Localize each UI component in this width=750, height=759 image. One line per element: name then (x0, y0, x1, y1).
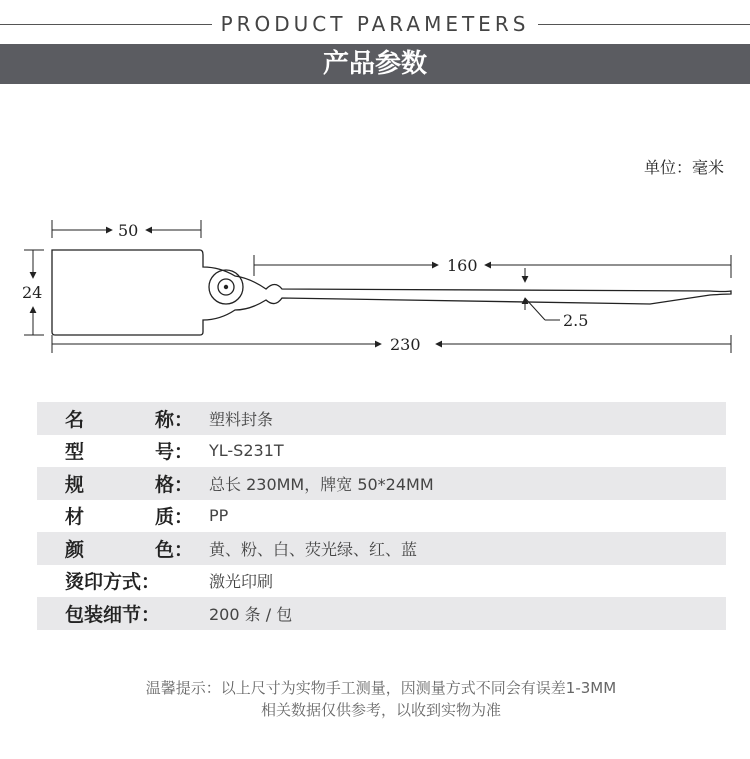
spec-row-name (37, 402, 726, 435)
dim-thickness-label: 2.5 (563, 311, 589, 330)
header-rule-right (538, 24, 750, 25)
unit-label: 单位：毫米 (643, 158, 724, 177)
spec-row-size (37, 467, 726, 500)
section-title-banner: 产品参数 (0, 44, 750, 84)
measurement-note (0, 677, 750, 721)
seal-outline (52, 250, 731, 335)
spec-value: 总长 230MM，牌宽 50*24MM (209, 474, 434, 494)
dim-tag-width-label: 50 (118, 221, 139, 240)
spec-key: 颜 色： (65, 538, 193, 561)
seal-lock-center (224, 285, 228, 289)
spec-row-color (37, 532, 726, 565)
dim-tag-height-label: 24 (22, 283, 43, 302)
spec-key: 材 质： (65, 506, 193, 529)
spec-row-model (37, 435, 726, 468)
dim-tail-length-label: 160 (447, 256, 478, 275)
spec-row-printing (37, 565, 726, 598)
spec-value: 塑料封条 (209, 409, 274, 429)
spec-value: 200 条 / 包 (209, 604, 293, 624)
spec-key: 包装细节： (65, 603, 161, 626)
spec-key: 规 格： (65, 473, 193, 496)
spec-key: 型 号： (65, 441, 193, 464)
spec-value: 黄、粉、白、荧光绿、红、蓝 (209, 539, 418, 559)
spec-key: 烫印方式： (65, 571, 161, 594)
spec-value: 激光印刷 (209, 572, 274, 592)
spec-table (37, 402, 726, 630)
note-line-2: 相关数据仅供参考，以收到实物为准 (260, 701, 501, 719)
note-line-1: 温馨提示：以上尺寸为实物手工测量，因测量方式不同会有误差1-3MM (145, 679, 617, 697)
section-title-en: PRODUCT PARAMETERS (220, 12, 530, 36)
spec-value: PP (209, 506, 229, 526)
spec-value: YL-S231T (209, 441, 284, 461)
spec-row-material (37, 500, 726, 533)
spec-row-packaging (37, 597, 726, 630)
product-dimension-diagram (0, 210, 750, 370)
spec-key: 名 称： (65, 408, 193, 431)
dim-total-length-label: 230 (390, 335, 421, 354)
